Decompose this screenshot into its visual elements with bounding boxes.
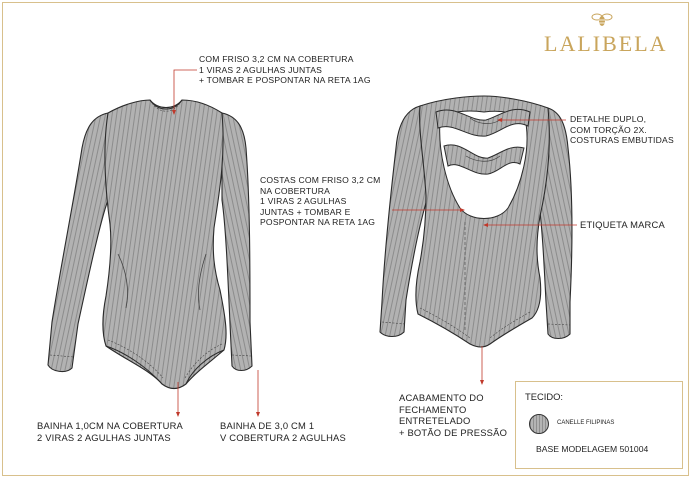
back-view — [380, 96, 572, 347]
fabric-title: TECIDO: — [525, 391, 564, 402]
pattern-base-code: BASE MODELAGEM 501004 — [536, 444, 649, 454]
bee-crest-icon — [591, 10, 613, 30]
note-label: ETIQUETA MARCA — [580, 219, 665, 230]
front-view — [48, 100, 252, 389]
front-body — [103, 100, 226, 389]
callout-hem-sleeve-arrow — [256, 412, 260, 417]
note-neck: COM FRISO 3,2 CM NA COBERTURA 1 VIRAS 2 AGULHAS JUNTAS + TOMBAR E POSPONTAR NA RETA 1AG — [199, 54, 371, 86]
note-closure: ACABAMENTO DO FECHAMENTO ENTRETELADO + BOTÃO DE PRESSÃO — [399, 392, 508, 438]
ribbed-fabric-swatch-icon — [529, 414, 549, 434]
note-back: COSTAS COM FRISO 3,2 CM NA COBERTURA 1 VIRAS 2 AGULHAS JUNTAS + TOMBAR E POSPONTAR NA RETA 1AG — [260, 175, 381, 228]
brand-logo: LALIBELA — [544, 31, 668, 56]
note-hem-sleeve: BAINHA DE 3,0 CM 1 V COBERTURA 2 AGULHAS — [220, 420, 346, 443]
note-detail: DETALHE DUPLO, COM TORÇÃO 2X. COSTURAS EMBUTIDAS — [570, 114, 674, 146]
note-hem-body: BAINHA 1,0CM NA COBERTURA 2 VIRAS 2 AGULHAS JUNTAS — [37, 420, 184, 443]
callout-hem-body-arrow — [176, 412, 180, 417]
fabric-name: CANELLE FILIPINAS — [557, 420, 615, 426]
front-left-sleeve — [48, 113, 108, 372]
callout-closure-arrow — [480, 380, 484, 385]
